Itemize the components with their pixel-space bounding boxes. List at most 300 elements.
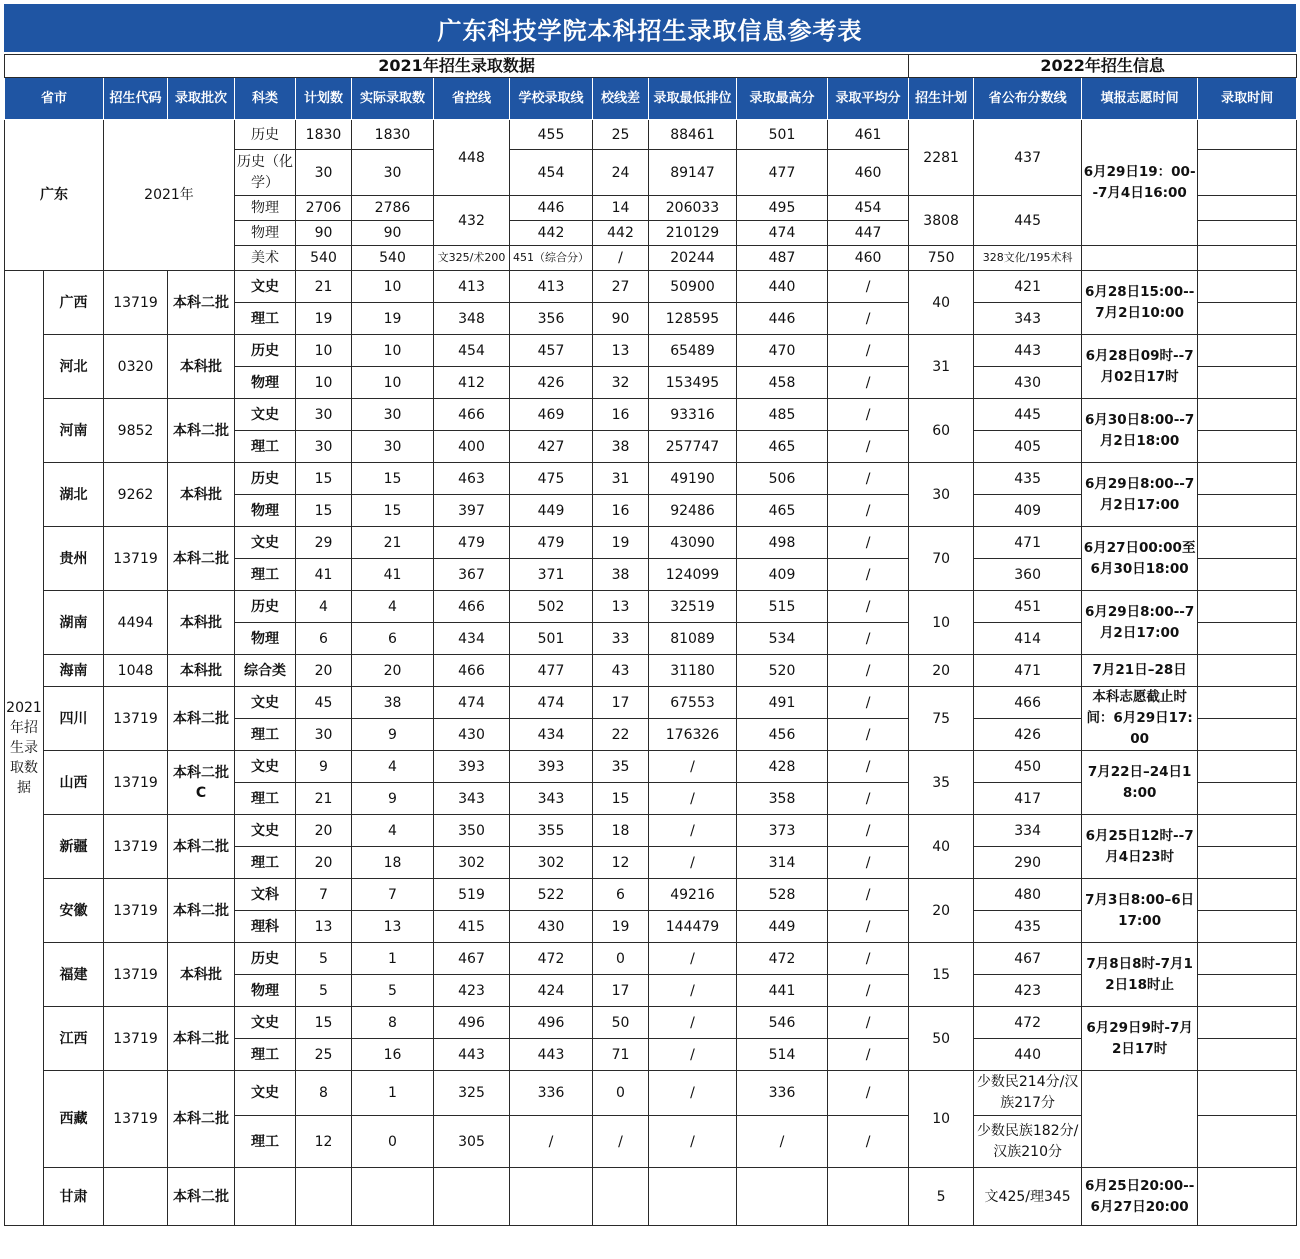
province-published-line: 少数民族182分/汉族210分	[974, 1116, 1082, 1168]
province-published-line: 480	[974, 879, 1082, 911]
school-line: 424	[510, 975, 593, 1007]
school-line: 451（综合分）	[510, 246, 593, 271]
school-line: /	[510, 1116, 593, 1168]
actual-count: 20	[352, 655, 434, 687]
admission-time	[1198, 559, 1297, 591]
line-diff: 22	[593, 719, 649, 751]
subject-type: 理工	[235, 1039, 296, 1071]
province-control-line: 474	[434, 687, 510, 719]
school-line: 477	[510, 655, 593, 687]
actual-count: 6	[352, 623, 434, 655]
table-row	[5, 815, 1297, 847]
province-control-line: 400	[434, 431, 510, 463]
avg-score: /	[828, 335, 909, 367]
subject-type: 文史	[235, 687, 296, 719]
subject-type: 理工	[235, 303, 296, 335]
plan-2022: 5	[909, 1168, 974, 1226]
enroll-code	[104, 1168, 168, 1226]
actual-count: 7	[352, 879, 434, 911]
col-header: 省控线	[434, 78, 510, 120]
province-control-line: 302	[434, 847, 510, 879]
plan-count: 20	[296, 655, 352, 687]
admission-batch: 本科二批C	[168, 751, 235, 815]
avg-score: /	[828, 879, 909, 911]
plan-count: 10	[296, 367, 352, 399]
min-rank: 31180	[649, 655, 737, 687]
plan-2022: 10	[909, 591, 974, 655]
subject-type: 历史	[235, 463, 296, 495]
province-published-line: 423	[974, 975, 1082, 1007]
province-control-line: 467	[434, 943, 510, 975]
province-published-line: 450	[974, 751, 1082, 783]
plan-count: 540	[296, 246, 352, 271]
min-rank: 153495	[649, 367, 737, 399]
province-published-line: 360	[974, 559, 1082, 591]
line-diff: 25	[593, 120, 649, 150]
table-row	[5, 335, 1297, 367]
enroll-code: 13719	[104, 943, 168, 1007]
header-row	[5, 78, 1297, 120]
avg-score: /	[828, 623, 909, 655]
min-rank: /	[649, 1116, 737, 1168]
enroll-code: 13719	[104, 271, 168, 335]
enroll-code: 13719	[104, 527, 168, 591]
col-header: 录取最高分	[737, 78, 828, 120]
col-header: 录取时间	[1198, 78, 1297, 120]
actual-count: 10	[352, 271, 434, 303]
fill-time: 6月28日09时--7月02日17时	[1082, 335, 1198, 399]
plan-count: 15	[296, 1007, 352, 1039]
province-control-line: 430	[434, 719, 510, 751]
school-line: 355	[510, 815, 593, 847]
admission-time	[1198, 246, 1297, 271]
min-rank: /	[649, 975, 737, 1007]
min-rank: 81089	[649, 623, 737, 655]
admission-time	[1198, 751, 1297, 783]
school-line: 336	[510, 1071, 593, 1116]
actual-count: 1	[352, 1071, 434, 1116]
min-rank: 20244	[649, 246, 737, 271]
line-diff: 17	[593, 687, 649, 719]
plan-count: 20	[296, 847, 352, 879]
avg-score: /	[828, 655, 909, 687]
max-score: 487	[737, 246, 828, 271]
table-row	[5, 527, 1297, 559]
enroll-code: 13719	[104, 1007, 168, 1071]
section-2022-title: 2022年招生信息	[909, 55, 1297, 78]
school-line: 475	[510, 463, 593, 495]
plan-count: 30	[296, 399, 352, 431]
fill-time: 6月29日9时-7月2日17时	[1082, 1007, 1198, 1071]
actual-count: 15	[352, 463, 434, 495]
fill-time: 6月27日00:00至6月30日18:00	[1082, 527, 1198, 591]
actual-count: 0	[352, 1116, 434, 1168]
admission-table	[4, 54, 1297, 1226]
min-rank: 88461	[649, 120, 737, 150]
province-name: 山西	[44, 751, 104, 815]
actual-count: 18	[352, 847, 434, 879]
max-score: 520	[737, 655, 828, 687]
admission-time	[1198, 303, 1297, 335]
line-diff: 43	[593, 655, 649, 687]
min-rank	[649, 1168, 737, 1226]
province-published-line: 414	[974, 623, 1082, 655]
table-row	[5, 751, 1297, 783]
province-published-line: 466	[974, 687, 1082, 719]
plan-count	[296, 1168, 352, 1226]
actual-count: 540	[352, 246, 434, 271]
school-line: 442	[510, 221, 593, 246]
province-name: 江西	[44, 1007, 104, 1071]
school-line: 446	[510, 196, 593, 221]
fill-time: 6月29日19：00--7月4日16:00	[1082, 120, 1198, 246]
max-score: 465	[737, 431, 828, 463]
admission-time	[1198, 221, 1297, 246]
subject-type: 文史	[235, 1071, 296, 1116]
subject-type: 文史	[235, 751, 296, 783]
province-name: 西藏	[44, 1071, 104, 1168]
admission-time	[1198, 591, 1297, 623]
enroll-code: 13719	[104, 815, 168, 879]
fill-time: 6月25日20:00--6月27日20:00	[1082, 1168, 1198, 1226]
province-published-line: 少数民214分/汉族217分	[974, 1071, 1082, 1116]
actual-count: 21	[352, 527, 434, 559]
admission-batch: 本科批	[168, 655, 235, 687]
section-row	[5, 55, 1297, 78]
plan-count: 1830	[296, 120, 352, 150]
plan-2022: 50	[909, 1007, 974, 1071]
table-row	[5, 943, 1297, 975]
province-name: 广东	[5, 120, 104, 271]
subject-type: 历史	[235, 591, 296, 623]
avg-score: /	[828, 399, 909, 431]
avg-score: 460	[828, 150, 909, 196]
province-control-line: 448	[434, 120, 510, 196]
max-score: 446	[737, 303, 828, 335]
min-rank: 128595	[649, 303, 737, 335]
subject-type: 历史	[235, 120, 296, 150]
actual-count: 16	[352, 1039, 434, 1071]
min-rank: 124099	[649, 559, 737, 591]
enroll-code: 9852	[104, 399, 168, 463]
province-control-line: 412	[434, 367, 510, 399]
avg-score: /	[828, 1039, 909, 1071]
province-control-line: 454	[434, 335, 510, 367]
actual-count: 30	[352, 150, 434, 196]
school-line: 343	[510, 783, 593, 815]
max-score: 440	[737, 271, 828, 303]
max-score: 336	[737, 1071, 828, 1116]
line-diff: 13	[593, 335, 649, 367]
table-row	[5, 687, 1297, 719]
actual-count: 5	[352, 975, 434, 1007]
province-published-line: 343	[974, 303, 1082, 335]
fill-time: 6月25日12时--7月4日23时	[1082, 815, 1198, 879]
avg-score: /	[828, 783, 909, 815]
avg-score: /	[828, 687, 909, 719]
province-published-line: 文425/理345	[974, 1168, 1082, 1226]
min-rank: 65489	[649, 335, 737, 367]
subject-type: 文科	[235, 879, 296, 911]
line-diff: 16	[593, 495, 649, 527]
avg-score: /	[828, 1116, 909, 1168]
admission-batch: 本科二批	[168, 1071, 235, 1168]
col-header: 计划数	[296, 78, 352, 120]
max-score: 409	[737, 559, 828, 591]
max-score: 501	[737, 120, 828, 150]
province-name: 河北	[44, 335, 104, 399]
max-score: 498	[737, 527, 828, 559]
subject-type: 理工	[235, 1116, 296, 1168]
admission-batch: 本科二批	[168, 527, 235, 591]
plan-count: 13	[296, 911, 352, 943]
province-control-line: 519	[434, 879, 510, 911]
province-published-line: 445	[974, 196, 1082, 246]
province-name: 湖南	[44, 591, 104, 655]
min-rank: 50900	[649, 271, 737, 303]
plan-2022: 20	[909, 879, 974, 943]
max-score: 515	[737, 591, 828, 623]
avg-score: 447	[828, 221, 909, 246]
province-control-line: 466	[434, 655, 510, 687]
school-line: 479	[510, 527, 593, 559]
plan-count: 45	[296, 687, 352, 719]
province-name: 湖北	[44, 463, 104, 527]
subject-type: 理工	[235, 719, 296, 751]
admission-time	[1198, 1168, 1297, 1226]
avg-score: /	[828, 1071, 909, 1116]
province-control-line	[434, 1168, 510, 1226]
admission-time	[1198, 847, 1297, 879]
fill-time: 7月21日–28日	[1082, 655, 1198, 687]
enroll-code: 13719	[104, 1071, 168, 1168]
min-rank: 210129	[649, 221, 737, 246]
line-diff: /	[593, 246, 649, 271]
province-control-line: 367	[434, 559, 510, 591]
max-score: /	[737, 1116, 828, 1168]
admission-time	[1198, 815, 1297, 847]
school-line: 522	[510, 879, 593, 911]
province-name: 海南	[44, 655, 104, 687]
min-rank: 206033	[649, 196, 737, 221]
plan-count: 20	[296, 815, 352, 847]
col-header: 实际录取数	[352, 78, 434, 120]
table-row	[5, 463, 1297, 495]
province-control-line: 350	[434, 815, 510, 847]
fill-time: 本科志愿截止时间：6月29日17:00	[1082, 687, 1198, 751]
plan-2022: 35	[909, 751, 974, 815]
province-published-line: 426	[974, 719, 1082, 751]
school-line: 457	[510, 335, 593, 367]
province-control-line: 305	[434, 1116, 510, 1168]
line-diff: 24	[593, 150, 649, 196]
enroll-code: 13719	[104, 879, 168, 943]
min-rank: 49216	[649, 879, 737, 911]
max-score: 534	[737, 623, 828, 655]
province-name: 河南	[44, 399, 104, 463]
plan-count: 4	[296, 591, 352, 623]
enroll-code: 0320	[104, 335, 168, 399]
school-line: 356	[510, 303, 593, 335]
col-header: 校线差	[593, 78, 649, 120]
admission-time	[1198, 655, 1297, 687]
plan-2022: 20	[909, 655, 974, 687]
subject-type: 理工	[235, 847, 296, 879]
line-diff: 0	[593, 1071, 649, 1116]
actual-count: 30	[352, 431, 434, 463]
page-title: 广东科技学院本科招生录取信息参考表	[4, 4, 1296, 52]
subject-type: 理工	[235, 559, 296, 591]
plan-count: 7	[296, 879, 352, 911]
max-score: 449	[737, 911, 828, 943]
max-score: 441	[737, 975, 828, 1007]
col-header: 招生代码	[104, 78, 168, 120]
school-line: 443	[510, 1039, 593, 1071]
subject-type: 物理	[235, 975, 296, 1007]
plan-count: 29	[296, 527, 352, 559]
avg-score: /	[828, 815, 909, 847]
subject-type: 理工	[235, 431, 296, 463]
subject-type: 历史（化学）	[235, 150, 296, 196]
plan-2022: 30	[909, 463, 974, 527]
fill-time: 6月30日8:00--7月2日18:00	[1082, 399, 1198, 463]
plan-count: 25	[296, 1039, 352, 1071]
admission-batch: 本科批	[168, 591, 235, 655]
avg-score	[828, 1168, 909, 1226]
school-line: 474	[510, 687, 593, 719]
province-published-line: 328文化/195术科	[974, 246, 1082, 271]
table-row	[5, 1071, 1297, 1116]
plan-count: 21	[296, 783, 352, 815]
school-line: 449	[510, 495, 593, 527]
plan-2022: 3808	[909, 196, 974, 246]
admission-batch: 本科批	[168, 463, 235, 527]
actual-count: 4	[352, 815, 434, 847]
table-row	[5, 655, 1297, 687]
province-control-line: 423	[434, 975, 510, 1007]
province-control-line: 466	[434, 399, 510, 431]
fill-time: 6月28日15:00--7月2日10:00	[1082, 271, 1198, 335]
max-score: 358	[737, 783, 828, 815]
plan-count: 9	[296, 751, 352, 783]
subject-type: 理工	[235, 783, 296, 815]
province-control-line: 463	[434, 463, 510, 495]
actual-count: 13	[352, 911, 434, 943]
max-score: 485	[737, 399, 828, 431]
avg-score: 454	[828, 196, 909, 221]
avg-score: /	[828, 559, 909, 591]
province-published-line: 451	[974, 591, 1082, 623]
max-score: 477	[737, 150, 828, 196]
admission-time	[1198, 879, 1297, 911]
subject-type: 理科	[235, 911, 296, 943]
school-line: 502	[510, 591, 593, 623]
province-name: 广西	[44, 271, 104, 335]
school-line: 434	[510, 719, 593, 751]
province-name: 贵州	[44, 527, 104, 591]
province-published-line: 445	[974, 399, 1082, 431]
line-diff: 38	[593, 559, 649, 591]
school-line: 455	[510, 120, 593, 150]
plan-count: 15	[296, 495, 352, 527]
avg-score: /	[828, 431, 909, 463]
line-diff: 27	[593, 271, 649, 303]
max-score: 495	[737, 196, 828, 221]
province-published-line: 409	[974, 495, 1082, 527]
plan-2022: 40	[909, 271, 974, 335]
col-header: 科类	[235, 78, 296, 120]
col-header: 录取批次	[168, 78, 235, 120]
admission-time	[1198, 431, 1297, 463]
province-control-line: 文325/术200	[434, 246, 510, 271]
min-rank: 257747	[649, 431, 737, 463]
subject-type	[235, 1168, 296, 1226]
subject-type: 物理	[235, 623, 296, 655]
school-line: 496	[510, 1007, 593, 1039]
line-diff: 16	[593, 399, 649, 431]
enroll-code: 9262	[104, 463, 168, 527]
avg-score: /	[828, 1007, 909, 1039]
enroll-code: 13719	[104, 687, 168, 751]
province-control-line: 443	[434, 1039, 510, 1071]
admission-time	[1198, 196, 1297, 221]
avg-score: /	[828, 719, 909, 751]
col-header: 招生计划	[909, 78, 974, 120]
admission-batch: 本科二批	[168, 879, 235, 943]
min-rank: 176326	[649, 719, 737, 751]
avg-score: /	[828, 303, 909, 335]
min-rank: 49190	[649, 463, 737, 495]
province-published-line: 472	[974, 1007, 1082, 1039]
admission-batch: 本科二批	[168, 1007, 235, 1071]
min-rank: 93316	[649, 399, 737, 431]
line-diff: 14	[593, 196, 649, 221]
line-diff: 13	[593, 591, 649, 623]
admission-time	[1198, 335, 1297, 367]
province-published-line: 435	[974, 463, 1082, 495]
subject-type: 物理	[235, 495, 296, 527]
max-score: 472	[737, 943, 828, 975]
school-line: 501	[510, 623, 593, 655]
line-diff: 31	[593, 463, 649, 495]
min-rank: /	[649, 1039, 737, 1071]
plan-2022: 10	[909, 1071, 974, 1168]
actual-count: 90	[352, 221, 434, 246]
plan-2022: 60	[909, 399, 974, 463]
province-name: 四川	[44, 687, 104, 751]
plan-2022: 40	[909, 815, 974, 879]
min-rank: /	[649, 1007, 737, 1039]
admission-time	[1198, 975, 1297, 1007]
col-header: 省公布分数线	[974, 78, 1082, 120]
actual-count	[352, 1168, 434, 1226]
admission-batch: 本科二批	[168, 687, 235, 751]
actual-count: 30	[352, 399, 434, 431]
plan-2022: 750	[909, 246, 974, 271]
province-control-line: 466	[434, 591, 510, 623]
school-line: 302	[510, 847, 593, 879]
province-published-line: 467	[974, 943, 1082, 975]
plan-count: 15	[296, 463, 352, 495]
province-published-line: 440	[974, 1039, 1082, 1071]
table-row	[5, 591, 1297, 623]
province-published-line: 430	[974, 367, 1082, 399]
province-control-line: 393	[434, 751, 510, 783]
table-row	[5, 879, 1297, 911]
min-rank: /	[649, 783, 737, 815]
fill-time: 6月29日8:00--7月2日17:00	[1082, 463, 1198, 527]
col-header: 录取平均分	[828, 78, 909, 120]
